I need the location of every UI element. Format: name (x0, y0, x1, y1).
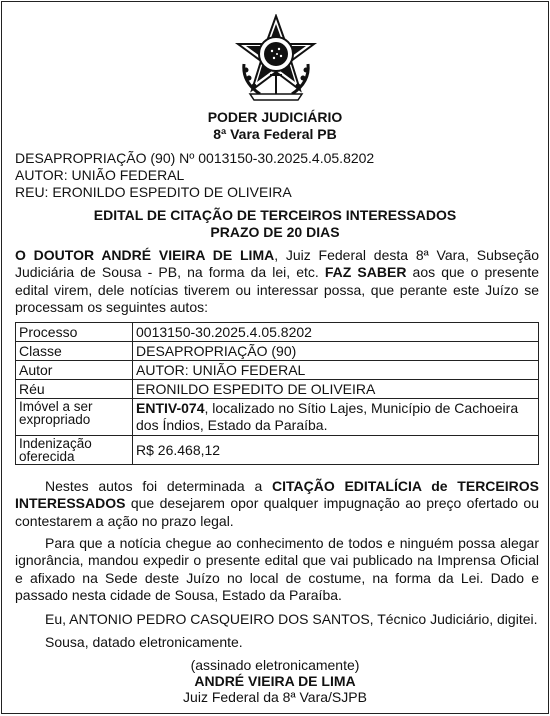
table-row (16, 361, 539, 380)
brazil-coat-of-arms-icon (234, 14, 318, 102)
case-defendant-line: REU: ERONILDO ESPEDITO DE OLIVEIRA (15, 184, 292, 200)
judge-name: O DOUTOR ANDRÉ VIEIRA DE LIMA (15, 247, 275, 263)
table-row (16, 380, 539, 399)
case-summary (15, 150, 374, 201)
imovel-code: ENTIV-074 (136, 400, 205, 416)
intro-text-2: aos que o presente edital virem, dele notícias tiverem ou interessar possa, que perante este Juízo se processam os seguintes autos: (15, 264, 539, 315)
row-value: 0013150-30.2025.4.05.8202 (133, 323, 539, 342)
case-number-line: DESAPROPRIAÇÃO (90) Nº 0013150-30.2025.4.05.8202 (15, 150, 375, 166)
intro-paragraph (15, 247, 539, 316)
faz-saber: FAZ SABER (324, 264, 407, 281)
row-label: Autor (16, 361, 133, 380)
p1-text-b: que desejarem opor qualquer impugnação ao preço ofertado ou contestarem a ação no prazo legal. (15, 495, 539, 529)
p1-text-a: Nestes autos foi determinada a (45, 478, 272, 494)
date-paragraph: Sousa, datado eletronicamente. (45, 634, 243, 650)
intro-text-1: , Juiz Federal desta 8ª Vara, Subseção Judiciária de Sousa - PB, na forma da lei, etc. (15, 247, 540, 281)
row-label: Imóvel a ser expropriado (16, 399, 133, 436)
table-row (16, 323, 539, 342)
edital-document (1, 1, 549, 714)
case-author-line: AUTOR: UNIÃO FEDERAL (15, 167, 185, 183)
table-row (16, 399, 539, 436)
row-label: Classe (16, 342, 133, 361)
signature-note: (assinado eletronicamente) (190, 657, 360, 673)
signature-role: Juiz Federal da 8ª Vara/SJPB (183, 689, 367, 705)
case-details-table (15, 322, 539, 465)
row-value: DESAPROPRIAÇÃO (90) (133, 342, 539, 361)
header-vara: 8ª Vara Federal PB (213, 126, 337, 142)
imovel-text: , localizado no Sítio Lajes, Município de Cachoeira dos Índios, Estado da Paraíba. (136, 400, 519, 433)
row-label: Processo (16, 323, 133, 342)
table-row (16, 436, 539, 465)
p1-bold: CITAÇÃO EDITALÍCIA de TERCEIROS INTERESSADOS (15, 478, 539, 512)
row-value: ERONILDO ESPEDITO DE OLIVEIRA (133, 380, 539, 399)
row-value: R$ 26.468,12 (133, 436, 539, 465)
row-value (133, 399, 539, 436)
row-label: Indenização oferecida (16, 436, 133, 465)
typist-paragraph: Eu, ANTONIO PEDRO CASQUEIRO DOS SANTOS, Técnico Judiciário, digitei. (45, 611, 538, 627)
signature-name: ANDRÉ VIEIRA DE LIMA (194, 673, 356, 689)
publication-paragraph: Para que a notícia chegue ao conhecimento de todos e ninguém possa alegar ignorância, mandou expedir o presente edital que vai publicado na Imprensa Oficial e afixado na Sede deste Juízo no local de costume, na forma da Lei. Dado e passado nesta cidade de Sousa, Estado da Paraíba. (15, 535, 539, 603)
row-value: AUTOR: UNIÃO FEDERAL (133, 361, 539, 380)
row-label: Réu (16, 380, 133, 399)
document-deadline: PRAZO DE 20 DIAS (210, 224, 340, 240)
table-row (16, 342, 539, 361)
header-court: PODER JUDICIÁRIO (207, 109, 343, 125)
citation-paragraph (15, 478, 539, 530)
document-title: EDITAL DE CITAÇÃO DE TERCEIROS INTERESSADOS (93, 207, 457, 223)
